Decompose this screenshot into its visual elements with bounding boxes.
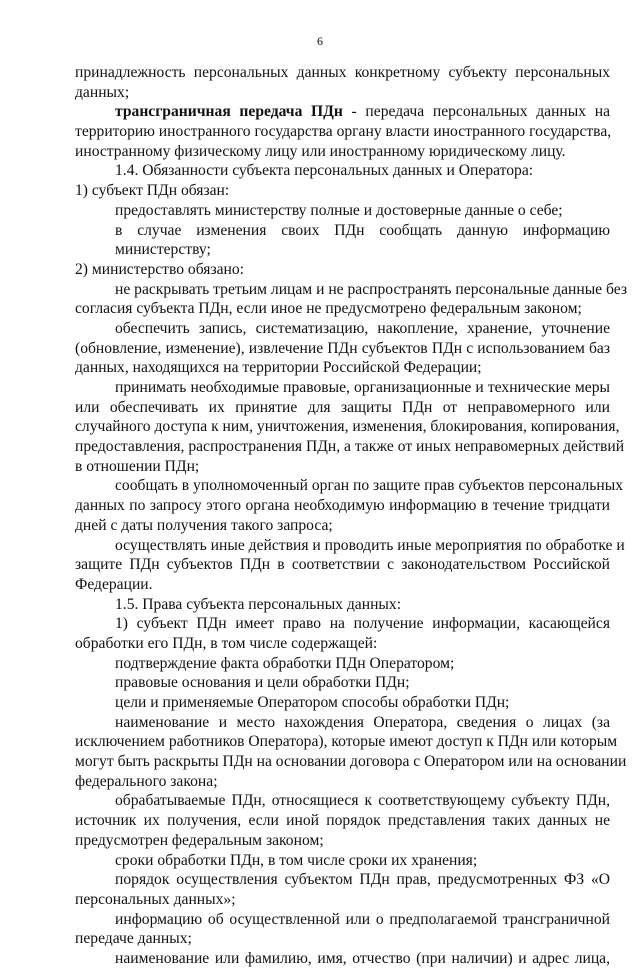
text-line: обработки его ПДн, в том числе содержащей: bbox=[75, 634, 378, 652]
text-line: источник их получения, если иной порядок представления таких данных не bbox=[75, 812, 610, 830]
text-line: данных; bbox=[75, 83, 130, 101]
text-line: 1) субъект ПДн имеет право на получение информации, касающейся bbox=[115, 615, 610, 633]
text-line: дней с даты получения такого запроса; bbox=[75, 516, 333, 534]
text-line: данных, находящихся на территории Российской Федерации; bbox=[75, 359, 482, 377]
text-line: не раскрывать третьим лицам и не распространять персональные данные без bbox=[115, 280, 627, 298]
text-line: 2) министерство обязано: bbox=[75, 260, 245, 278]
text-line: предоставлять министерству полные и достоверные данные о себе; bbox=[115, 201, 563, 219]
page-number: 6 bbox=[317, 34, 323, 48]
document-body bbox=[75, 63, 627, 969]
text-line: случайного доступа к ним, уничтожения, изменения, блокирования, копирования, bbox=[75, 418, 620, 436]
text-line: данных по запросу этого органа необходимую информацию в течение тридцати bbox=[75, 497, 610, 515]
text-line: предусмотрен федеральным законом; bbox=[75, 831, 324, 849]
text-line: обрабатываемые ПДн, относящиеся к соответствующему субъекту ПДн, bbox=[115, 792, 610, 810]
text-line: 1) субъект ПДн обязан: bbox=[75, 182, 230, 200]
text-line: защите ПДн субъектов ПДн в соответствии с законодательством Российской bbox=[75, 556, 610, 574]
text-line: исключением работников Оператора), которые имеют доступ к ПДн или которым bbox=[75, 733, 618, 751]
text-line: сроки обработки ПДн, в том числе сроки их хранения; bbox=[115, 851, 478, 869]
text-line: обеспечить запись, систематизацию, накопление, хранение, уточнение bbox=[115, 319, 610, 337]
text-line: наименование или фамилию, имя, отчество (при наличии) и адрес лица, bbox=[115, 949, 610, 967]
text-line: принимать необходимые правовые, организационные и технические меры bbox=[115, 379, 610, 396]
text-line: правовые основания и цели обработки ПДн; bbox=[115, 674, 410, 692]
term-definition: - передача персональных данных на bbox=[342, 103, 610, 121]
text-line: подтверждение факта обработки ПДн Оператором; bbox=[115, 654, 455, 672]
text-line: иностранному физическому лицу или иностранному юридическому лицу. bbox=[75, 142, 566, 160]
text-line: (обновление, изменение), извлечение ПДн субъектов ПДн с использованием баз bbox=[75, 339, 610, 357]
text-line: персональных данных»; bbox=[75, 890, 236, 908]
text-line: могут быть раскрыты ПДн на основании договора с Оператором или на основании bbox=[75, 753, 627, 771]
text-line: в отношении ПДн; bbox=[75, 457, 200, 475]
text-line: федерального закона; bbox=[75, 772, 218, 790]
text-line: согласия субъекта ПДн, если иное не предусмотрено федеральным законом; bbox=[75, 300, 582, 318]
text-line: наименование и место нахождения Оператора, сведения о лицах (за bbox=[115, 713, 610, 731]
text-line: территорию иностранного государства органу власти иностранного государства, bbox=[75, 123, 612, 141]
text-line: 1.4. Обязанности субъекта персональных данных и Оператора: bbox=[115, 162, 534, 180]
text-line: в случае изменения своих ПДн сообщать данную информацию bbox=[115, 221, 610, 239]
text-line: цели и применяемые Оператором способы обработки ПДн; bbox=[115, 694, 510, 711]
term-bold: трансграничная передача ПДн bbox=[115, 103, 343, 121]
text-line: осуществлять иные действия и проводить иные мероприятия по обработке и bbox=[115, 536, 625, 554]
text-line: передаче данных; bbox=[75, 930, 192, 948]
text-line: принадлежность персональных данных конкретному субъекту персональных bbox=[75, 64, 610, 81]
text-line: 1.5. Права субъекта персональных данных: bbox=[115, 595, 402, 613]
text-line: информацию об осуществленной или о предполагаемой трансграничной bbox=[115, 910, 610, 928]
text-line: предоставления, распространения ПДн, а также от иных неправомерных действий bbox=[75, 438, 625, 456]
text-line: сообщать в уполномоченный орган по защите прав субъектов персональных bbox=[115, 477, 624, 495]
text-line: министерству; bbox=[115, 241, 211, 259]
text-line: порядок осуществления субъектом ПДн прав, предусмотренных ФЗ «О bbox=[115, 871, 610, 889]
text-line bbox=[75, 102, 610, 122]
text-line: Федерации. bbox=[75, 575, 153, 593]
text-line: или обеспечивать их принятие для защиты ПДн от неправомерного или bbox=[75, 398, 610, 416]
